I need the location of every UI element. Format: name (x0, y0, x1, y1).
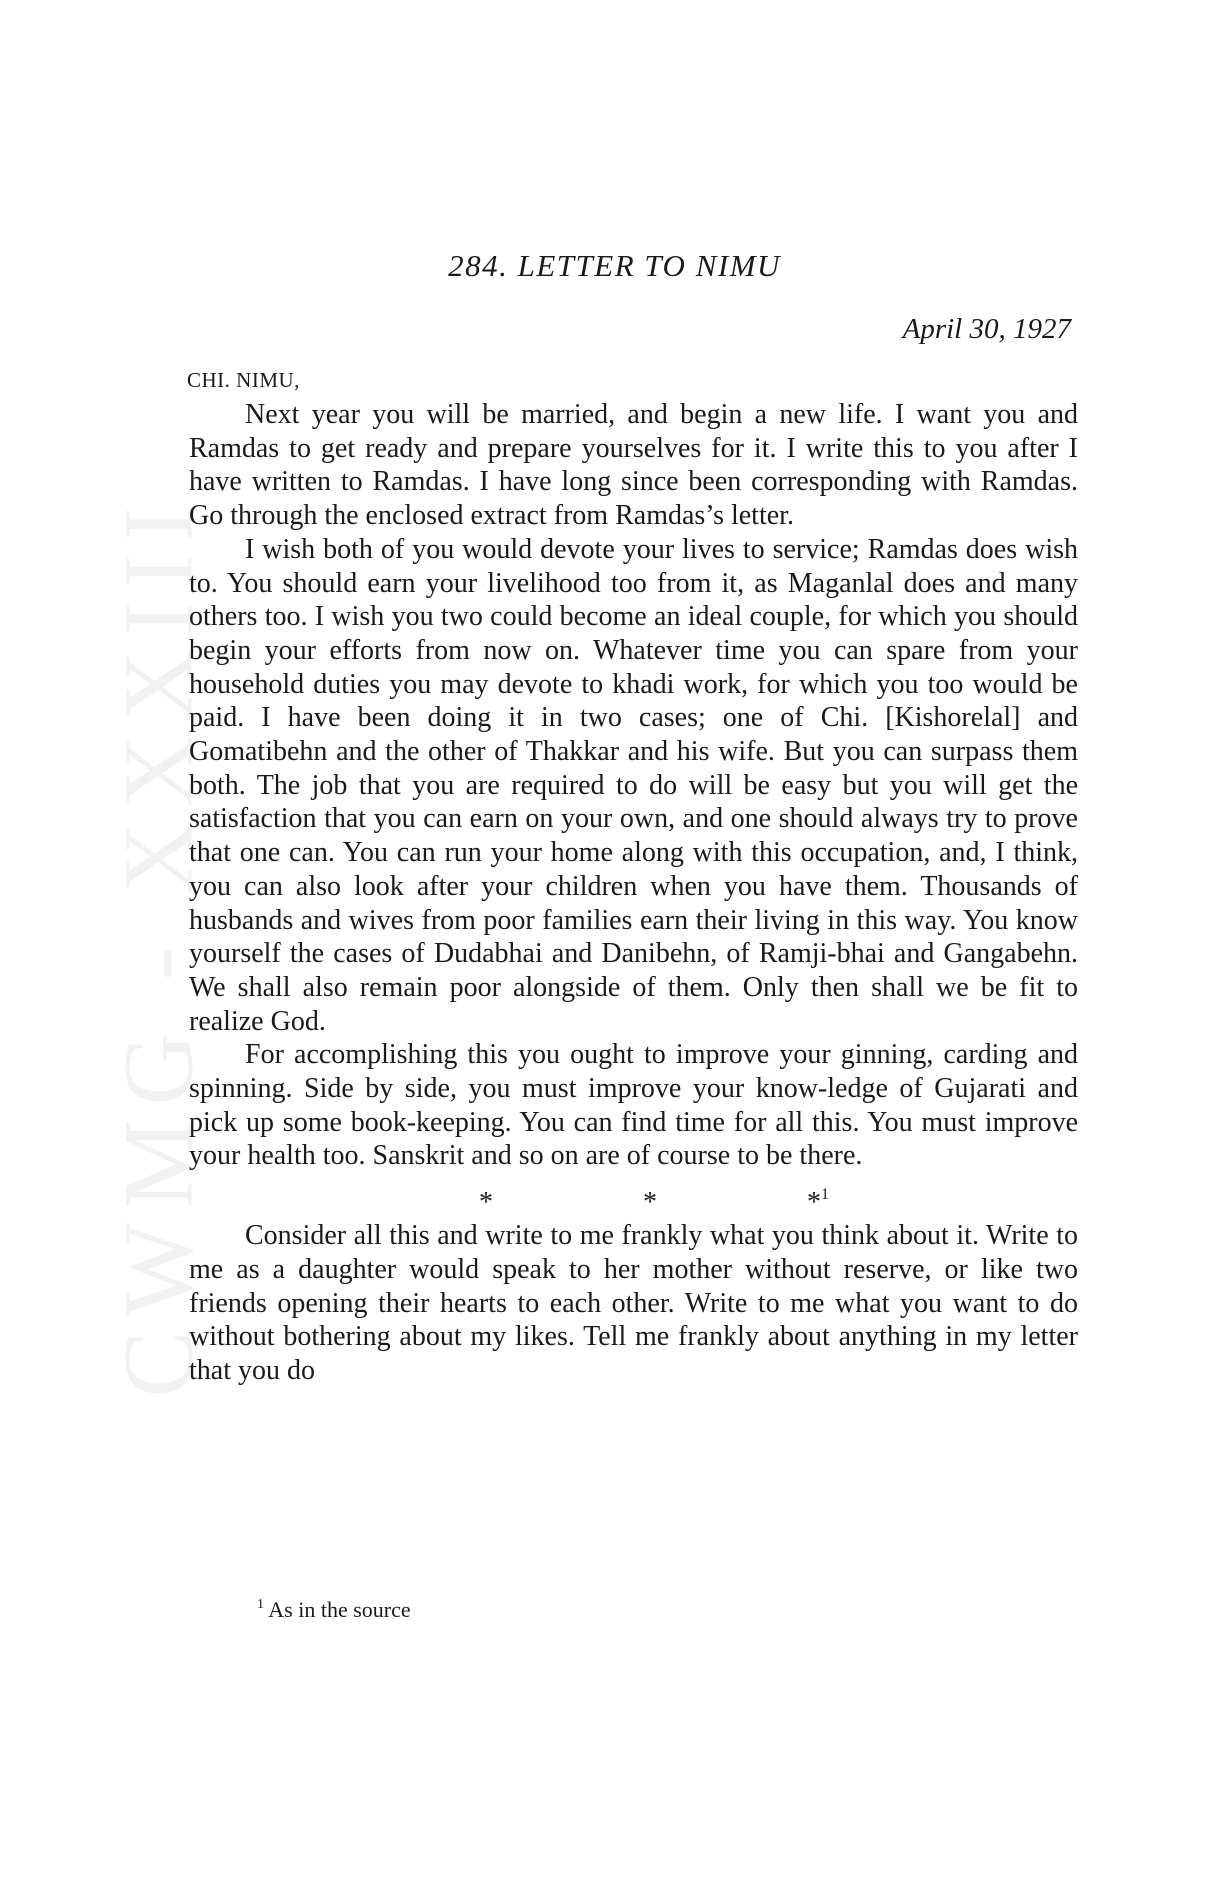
letter-date: April 30, 1927 (902, 313, 1071, 345)
footnote-text: As in the source (268, 1597, 411, 1622)
asterisk: * (643, 1187, 657, 1219)
footnote-marker: 1 (257, 1597, 264, 1612)
asterisk: * (807, 1187, 821, 1219)
letter-body (189, 398, 1078, 1388)
salutation: CHI. NIMU, (187, 368, 300, 392)
paragraph: Next year you will be married, and begin a new life. I want you and Ramdas to get ready and prepare yourselves for it. I write this to you after I have written to Ramdas. I have long since been corresponding with Ramdas. Go through the enclosed extract from Ramdas’s letter. (189, 399, 1078, 532)
paragraph: For accomplishing this you ought to improve your ginning, carding and spinning. Side by side, you must improve your know-ledge of Gujarati and pick up some book-keeping. You can find time for all this. You must improve your health too. Sanskrit and so on are of course to be there. (189, 1039, 1078, 1172)
paragraph: I wish both of you would devote your lives to service; Ramdas does wish to. You should earn your livelihood too from it, as Maganlal does and many others too. I wish you two could become an ideal couple, for which you should begin your efforts from now on. Whatever time you can spare from your household duties you may devote to khadi work, for which you too would be paid. I have been doing it in two cases; one of Chi. [Kishorelal] and Gomatibehn and the other of Thakkar and his wife. But you can surpass them both. The job that you are required to do will be easy but you will get the satisfaction that you can earn on your own, and one should always try to prove that one can. You can run your home along with this occupation, and, I think, you can also look after your children when you have them. Thousands of husbands and wives from poor families earn their living in this way. You know yourself the cases of Dudabhai and Danibehn, of Ramji-bhai and Gangabehn. We shall also remain poor alongside of them. Only then shall we be fit to realize God. (189, 533, 1078, 1037)
watermark-text: CWMG - XXXIII (102, 492, 214, 1398)
omission-asterisks (479, 1187, 829, 1219)
asterisk: * (479, 1187, 493, 1219)
footnote (257, 1597, 411, 1623)
asterisk-with-note (807, 1187, 829, 1219)
letter-title: 284. LETTER TO NIMU (448, 248, 781, 283)
footnote-reference: 1 (821, 1186, 829, 1204)
watermark (102, 380, 214, 1510)
paragraph: Consider all this and write to me frankly what you think about it. Write to me as a daughter would speak to her mother without reserve, or like two friends opening their hearts to each other. Write to me what you want to do without bothering about my likes. Tell me frankly about anything in my letter that you do (189, 1220, 1078, 1386)
